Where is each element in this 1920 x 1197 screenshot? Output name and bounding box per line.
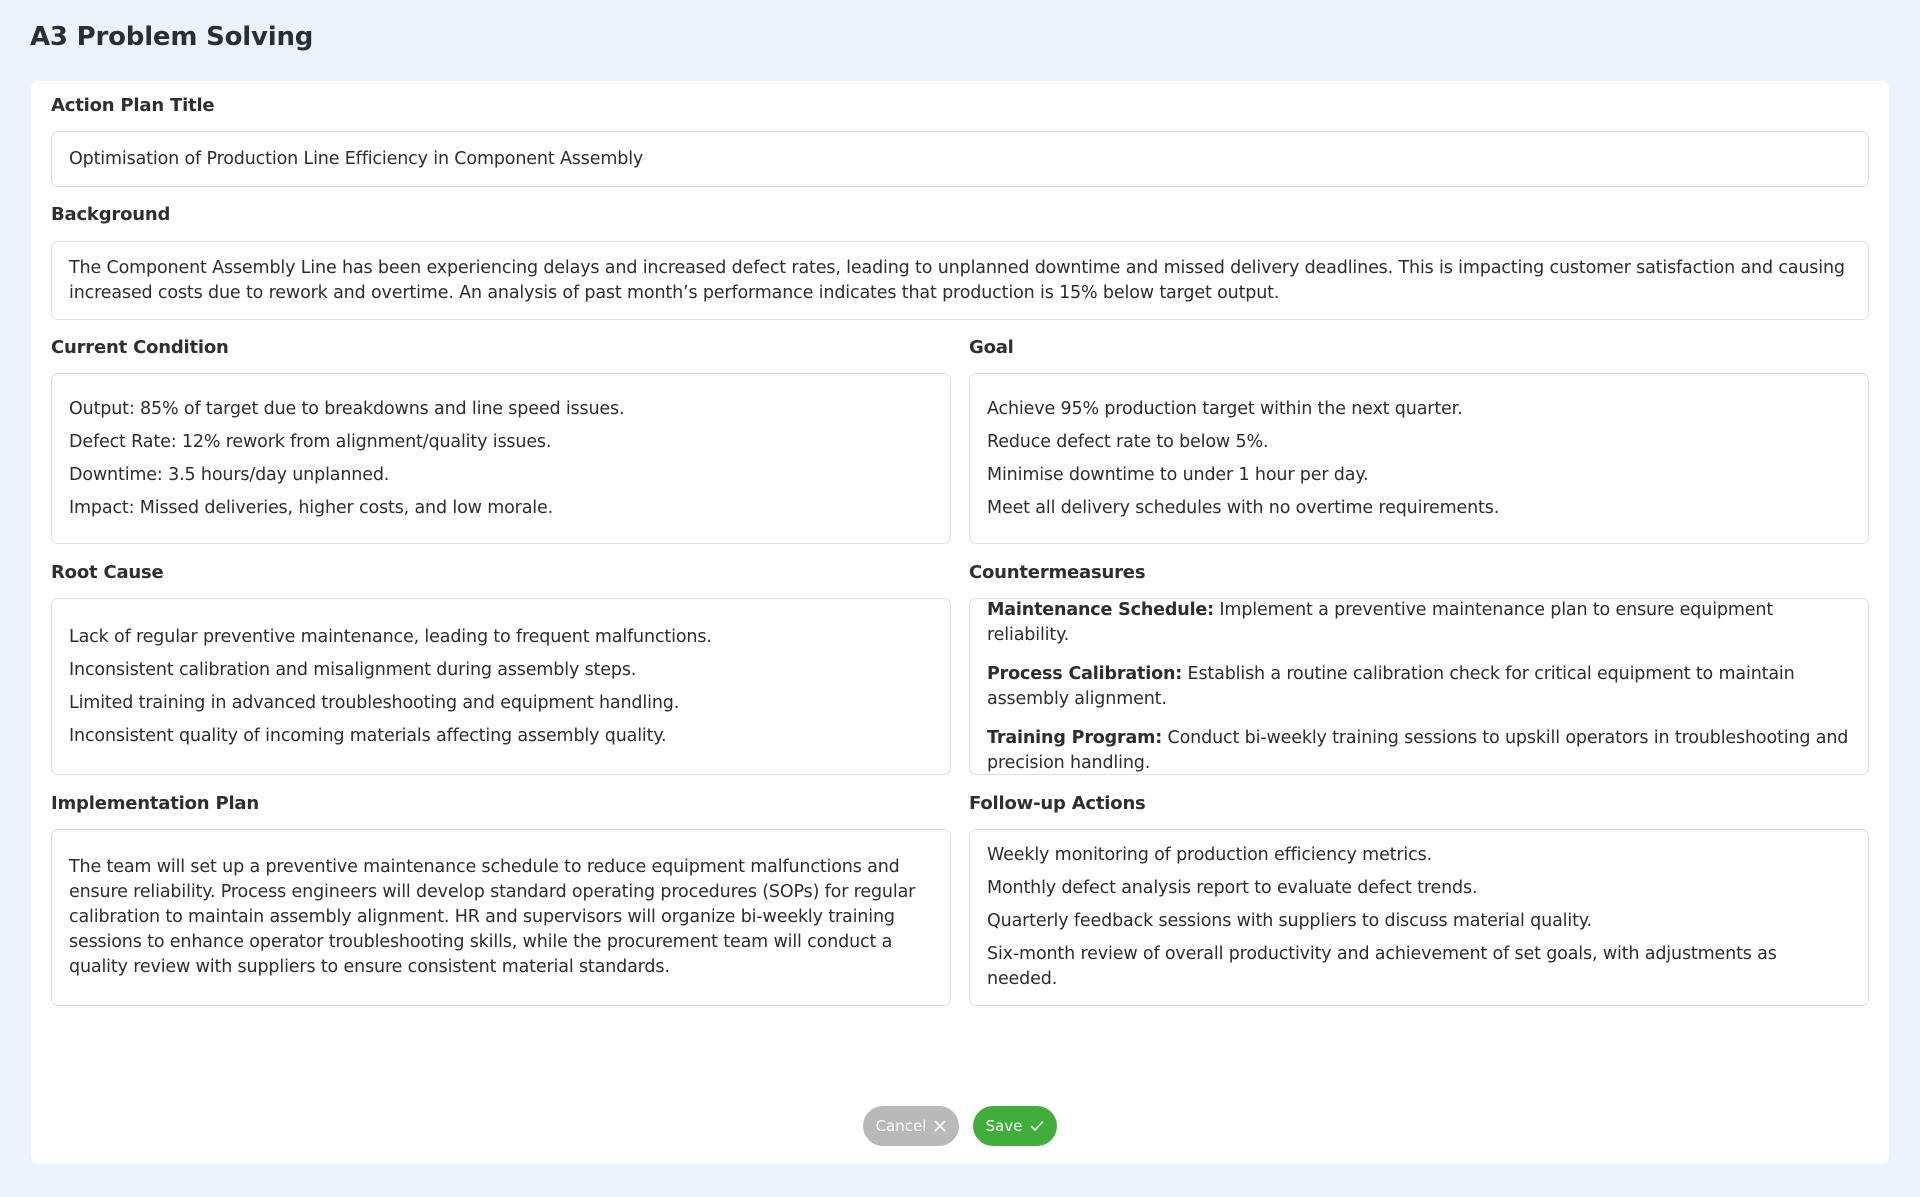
list-item: Meet all delivery schedules with no overtime requirements. bbox=[987, 497, 1500, 518]
cancel-button[interactable] bbox=[863, 1106, 959, 1146]
countermeasure-text: Establish a routine calibration check for critical equipment to maintain assembly alignment. bbox=[987, 663, 1795, 709]
implementation-plan-textarea[interactable] bbox=[51, 829, 951, 1006]
countermeasure-title: Training Program: bbox=[987, 727, 1163, 748]
list-item: Output: 85% of target due to breakdowns and line speed issues. bbox=[69, 398, 625, 419]
follow-up-actions-field[interactable] bbox=[969, 829, 1869, 1006]
countermeasures-field[interactable] bbox=[969, 598, 1869, 775]
countermeasure-item bbox=[987, 598, 1851, 648]
close-icon bbox=[934, 1120, 946, 1132]
root-cause-field[interactable] bbox=[51, 598, 951, 775]
action-plan-title-label: Action Plan Title bbox=[51, 95, 215, 116]
countermeasure-text: Conduct bi-weekly training sessions to upskill operators in troubleshooting and precision handling. bbox=[987, 727, 1849, 773]
list-item: Monthly defect analysis report to evaluate defect trends. bbox=[987, 878, 1478, 898]
list-item: Impact: Missed deliveries, higher costs, and low morale. bbox=[69, 497, 554, 518]
action-plan-title-input[interactable] bbox=[51, 131, 1869, 187]
countermeasure-text: Implement a preventive maintenance plan to ensure equipment reliability. bbox=[987, 599, 1774, 645]
root-cause-label: Root Cause bbox=[51, 562, 164, 583]
list-item: Defect Rate: 12% rework from alignment/quality issues. bbox=[69, 431, 552, 452]
save-button-label: Save bbox=[985, 1117, 1023, 1135]
list-item: Six-month review of overall productivity and achievement of set goals, with adjustments as needed. bbox=[987, 944, 1777, 989]
background-textarea[interactable] bbox=[51, 241, 1869, 320]
action-plan-title-value: Optimisation of Production Line Efficiency in Component Assembly bbox=[69, 148, 644, 169]
list-item: Inconsistent calibration and misalignment during assembly steps. bbox=[69, 659, 637, 680]
goal-label: Goal bbox=[969, 337, 1014, 358]
list-item: Quarterly feedback sessions with suppliers to discuss material quality. bbox=[987, 911, 1592, 931]
background-value: The Component Assembly Line has been experiencing delays and increased defect rates, leading to unplanned downtime and missed delivery deadlines. This is impacting customer satisfaction and causing increased costs due to rework and overtime. An analysis of past month’s performance indicates that production is 15% below target output. bbox=[69, 258, 1845, 303]
implementation-plan-value: The team will set up a preventive maintenance schedule to reduce equipment malfunctions and ensure reliability. Process engineers will develop standard operating procedures (SOPs) for regular calibration to maintain assembly alignment. HR and supervisors will organize bi-weekly training sessions to enhance operator troubleshooting skills, while the procurement team will conduct a quality review with suppliers to ensure consistent material standards. bbox=[69, 857, 916, 977]
list-item: Weekly monitoring of production efficiency metrics. bbox=[987, 845, 1433, 865]
list-item: Minimise downtime to under 1 hour per day. bbox=[987, 464, 1369, 485]
background-label: Background bbox=[51, 204, 171, 225]
list-item: Achieve 95% production target within the next quarter. bbox=[987, 398, 1463, 419]
countermeasure-item bbox=[987, 726, 1851, 776]
cancel-button-label: Cancel bbox=[875, 1117, 927, 1135]
follow-up-actions-label: Follow-up Actions bbox=[969, 793, 1146, 814]
implementation-plan-label: Implementation Plan bbox=[51, 793, 259, 814]
countermeasure-title: Maintenance Schedule: bbox=[987, 599, 1214, 620]
check-icon bbox=[1030, 1120, 1044, 1132]
list-item: Downtime: 3.5 hours/day unplanned. bbox=[69, 464, 390, 485]
current-condition-label: Current Condition bbox=[51, 337, 229, 358]
list-item: Lack of regular preventive maintenance, leading to frequent malfunctions. bbox=[69, 626, 712, 647]
list-item: Inconsistent quality of incoming materials affecting assembly quality. bbox=[69, 725, 667, 746]
goal-field[interactable] bbox=[969, 373, 1869, 544]
page-title: A3 Problem Solving bbox=[30, 22, 314, 52]
countermeasures-label: Countermeasures bbox=[969, 562, 1146, 583]
countermeasure-item bbox=[987, 662, 1851, 712]
countermeasure-title: Process Calibration: bbox=[987, 663, 1183, 684]
save-button[interactable] bbox=[973, 1106, 1057, 1146]
list-item: Limited training in advanced troubleshooting and equipment handling. bbox=[69, 692, 680, 713]
list-item: Reduce defect rate to below 5%. bbox=[987, 431, 1269, 452]
current-condition-field[interactable] bbox=[51, 373, 951, 544]
